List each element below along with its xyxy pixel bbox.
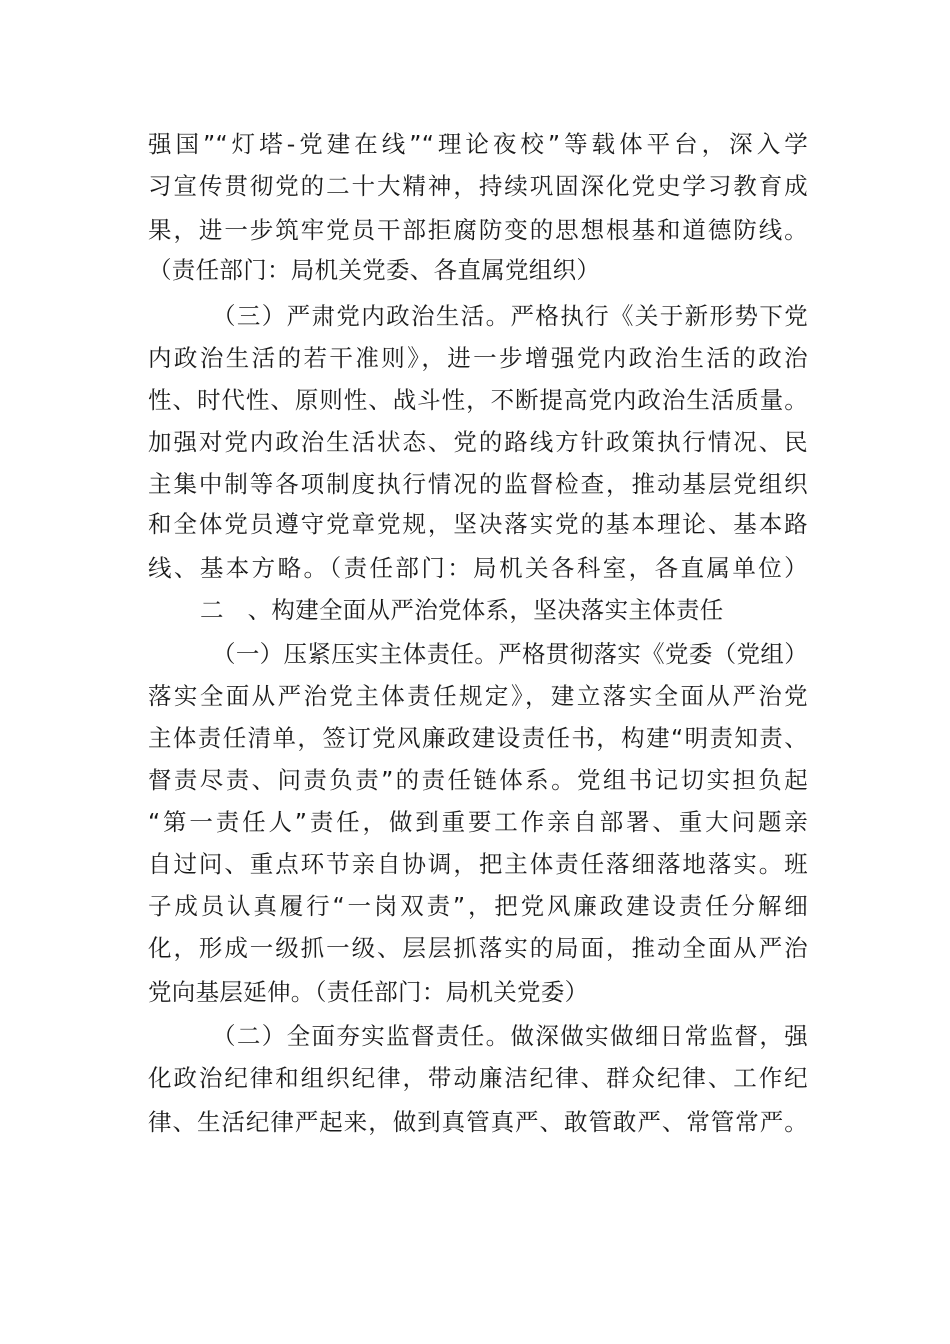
text-line: “第一责任人”责任，做到重要工作亲自部署、重大问题亲: [148, 808, 808, 836]
section-heading-line: （二）全面夯实监督责任。做深做实做细日常监督，强: [212, 1022, 808, 1050]
text-line: 律、生活纪律严起来，做到真管真严、敢管敢严、常管常严。: [148, 1108, 808, 1136]
section-heading-line: （一）压紧压实主体责任。严格贯彻落实《党委（党组）: [212, 640, 808, 668]
text-line: （责任部门：局机关党委、各直属党组织）: [148, 256, 601, 284]
text-line: 加强对党内政治生活状态、党的路线方针政策执行情况、民: [148, 428, 808, 456]
text-line: 自过问、重点环节亲自协调，把主体责任落细落地落实。班: [148, 850, 808, 878]
text-line: 和全体党员遵守党章党规，坚决落实党的基本理论、基本路: [148, 510, 808, 538]
text-line: 化，形成一级抓一级、层层抓落实的局面，推动全面从严治: [148, 934, 808, 962]
text-line: 化政治纪律和组织纪律，带动廉洁纪律、群众纪律、工作纪: [148, 1064, 808, 1092]
text-line: 子成员认真履行“一岗双责”，把党风廉政建设责任分解细: [148, 892, 808, 920]
text-line: 果，进一步筑牢党员干部拒腐防变的思想根基和道德防线。: [148, 216, 808, 244]
text-line: 落实全面从严治党主体责任规定》，建立落实全面从严治党: [148, 682, 808, 710]
chapter-heading: 二 、构建全面从严治党体系，坚决落实主体责任: [200, 596, 724, 624]
text-line: 性、时代性、原则性、战斗性，不断提高党内政治生活质量。: [148, 386, 808, 414]
text-line: 内政治生活的若干准则》，进一步增强党内政治生活的政治: [148, 344, 808, 372]
text-line: 督责尽责、问责负责”的责任链体系。党组书记切实担负起: [148, 766, 808, 794]
text-line: 主集中制等各项制度执行情况的监督检查，推动基层党组织: [148, 470, 808, 498]
text-line: 习宣传贯彻党的二十大精神，持续巩固深化党史学习教育成: [148, 172, 808, 200]
text-line: 主体责任清单，签订党风廉政建设责任书，构建“明责知责、: [148, 724, 808, 752]
section-heading-line: （三）严肃党内政治生活。严格执行《关于新形势下党: [212, 302, 808, 330]
text-line: 党向基层延伸。（责任部门：局机关党委）: [148, 978, 589, 1006]
text-line: 强国”“灯塔-党建在线”“理论夜校”等载体平台，深入学: [148, 130, 808, 158]
text-line: 线、基本方略。（责任部门：局机关各科室，各直属单位）: [148, 554, 808, 582]
